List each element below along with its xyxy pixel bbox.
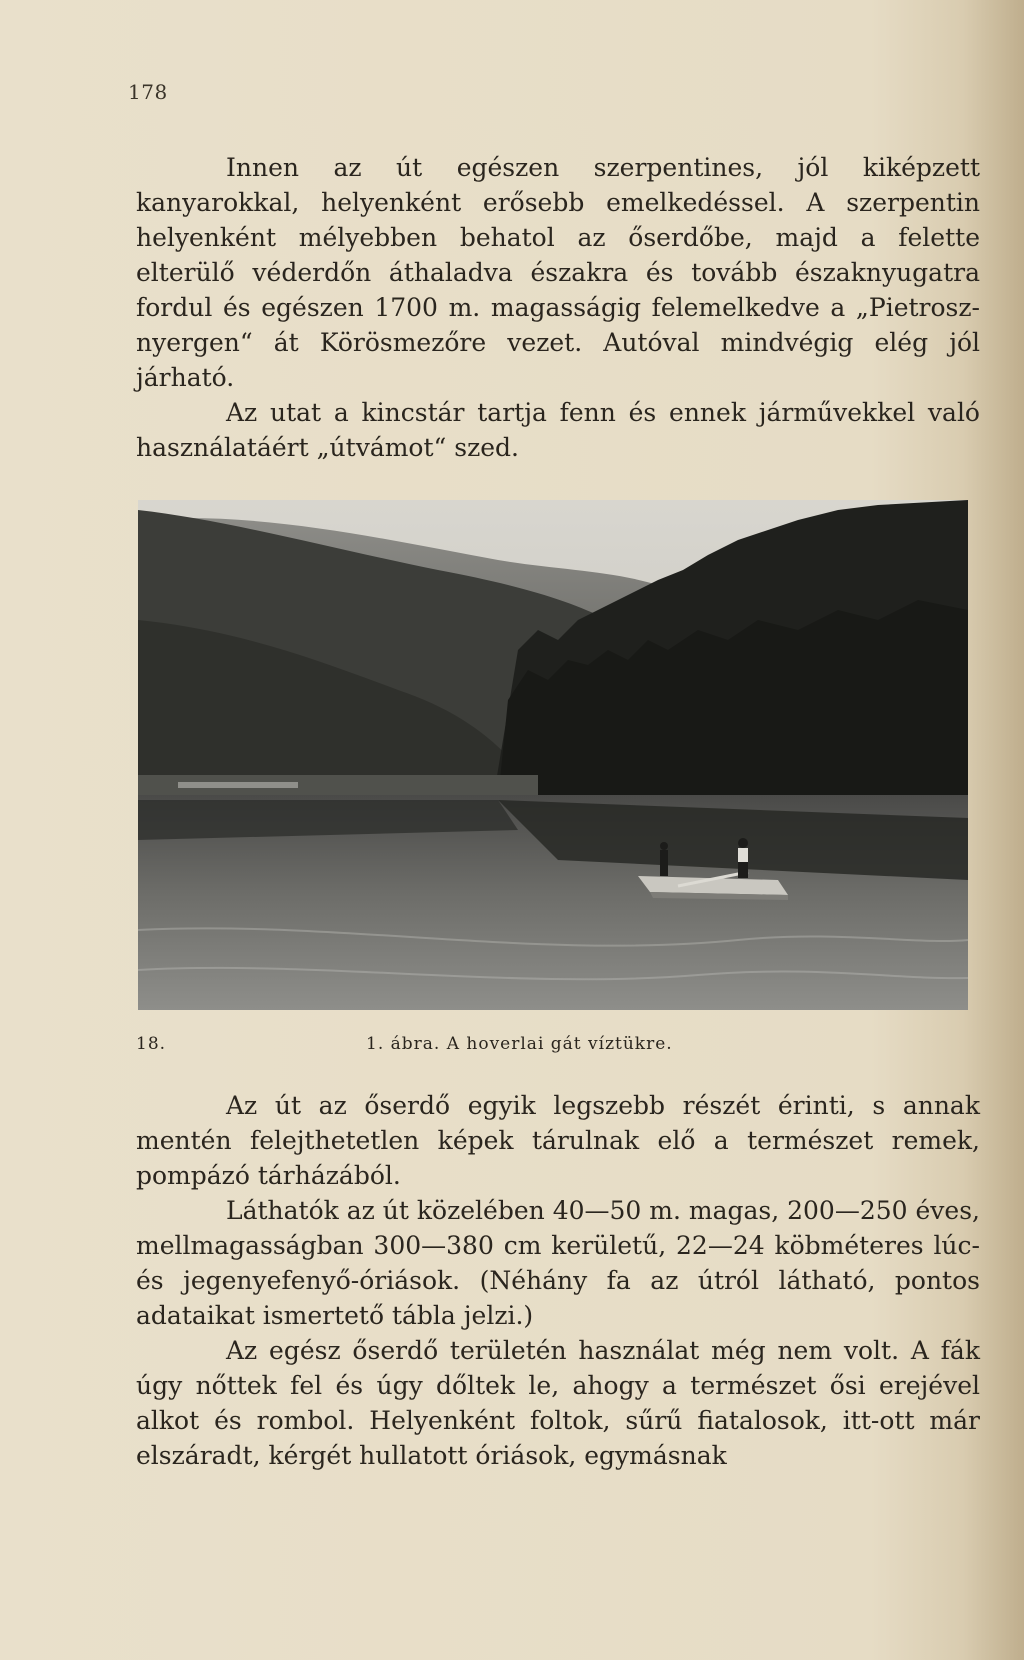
figure-caption-row bbox=[136, 1034, 980, 1060]
paragraph: Az út az őserdő egyik legszebb részét érinti, s annak mentén felejthetetlen képek tárulnak elő a természet remek, pompázó tárházából. bbox=[136, 1091, 980, 1190]
figure-number: 18. bbox=[136, 1034, 167, 1054]
paragraph: Innen az út egészen szerpentines, jól kiképzett kanyarokkal, helyenként erősebb emelkedéssel. A szerpentin helyenként mélyebben behatol az őserdőbe, majd a felette elterülő véderdőn áthaladva északra és tovább északnyugatra fordul és egészen 1700 m. magasságig felemelkedve a „Pietrosz-nyergen“ át Körösmezőre vezet. Autóval mindvégig elég jól járható. bbox=[136, 153, 980, 392]
paragraph: Láthatók az út közelében 40—50 m. magas, 200—250 éves, mellmagasságban 300—380 cm kerületű, 22—24 köbméteres lúc- és jegenyefenyő-óriások. (Néhány fa az útról látható, pontos adataikat ismertető tábla jelzi.) bbox=[136, 1196, 980, 1330]
page-number: 178 bbox=[128, 80, 168, 104]
text-block-top bbox=[136, 150, 980, 465]
figure-caption: 1. ábra. A hoverlai gát víztükre. bbox=[366, 1034, 673, 1054]
lake-photograph bbox=[138, 500, 968, 1010]
paragraph: Az egész őserdő területén használat még nem volt. A fák úgy nőttek fel és úgy dőltek le, ahogy a természet ősi erejével alkot és rombol. Helyenként foltok, sűrű fiatalosok, itt-ott már elszáradt, kérgét hullatott óriások, egymásnak bbox=[136, 1336, 980, 1470]
text-block-bottom bbox=[136, 1088, 980, 1473]
paragraph: Az utat a kincstár tartja fenn és ennek járművekkel való használatáért „útvámot“ szed. bbox=[136, 398, 980, 462]
